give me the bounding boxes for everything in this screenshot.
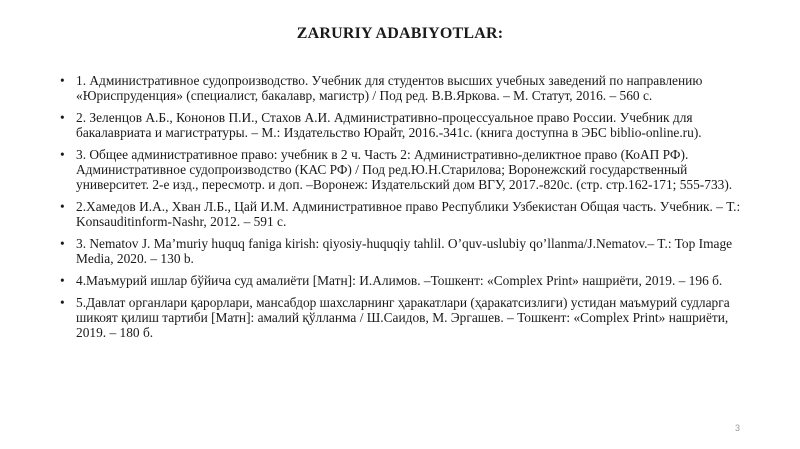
slide-title: ZARURIY ADABIYOTLAR: (296, 25, 504, 42)
reference-item (60, 147, 750, 192)
reference-text: 2.Хамедов И.А., Хван Л.Б., Цай И.М. Административное право Республики Узбекистан Общая часть. Учебник. – Т.: Konsauditinform-Nashr, 2012. – 591 с. (76, 199, 741, 229)
bullet-icon: • (60, 199, 65, 214)
reference-text: 3. Nematov J. Ma’muriy huquq faniga kirish: qiyosiy-huquqiy tahlil. O’quv-uslubiy qo’llanma/J.Nematov.– T.: Top Image Media, 2020. – 130 b. (76, 236, 733, 266)
reference-text: 5.Давлат органлари қарорлари, мансабдор шахсларнинг ҳаракатлари (ҳаракатсизлиги) устидан маъмурий судларга шикоят қилиш тартиби [Матн]: амалий қўлланма / Ш.Саидов, М. Эргашев. – Тошкент: «Complex Print» нашриёти, 2019. – 180 б. (76, 295, 730, 340)
bullet-icon: • (60, 110, 65, 125)
reference-text: 4.Маъмурий ишлар бўйича суд амалиёти [Матн]: И.Алимов. –Тошкент: «Complex Print» нашриёти, 2019. – 196 б. (76, 273, 723, 288)
reference-item (60, 236, 750, 266)
reference-item (60, 273, 750, 288)
reference-item (60, 295, 750, 340)
bullet-icon: • (60, 147, 65, 162)
reference-text: 1. Административное судопроизводство. Учебник для студентов высших учебных заведений по направлению «Юриспруденция» (специалист, бакалавр, магистр) / Под ред. В.В.Яркова. – М. Статут, 2016. – 560 с. (76, 73, 703, 103)
page-number: 3 (734, 423, 740, 433)
bullet-icon: • (60, 73, 65, 88)
bullet-icon: • (60, 295, 65, 310)
reference-text: 3. Общее административное право: учебник в 2 ч. Часть 2: Административно-деликтное право (КоАП РФ). Административное судопроизводство (КАС РФ) / Под ред.Ю.Н.Старилова; Воронежский государственный университет. 2-е изд., пересмотр. и доп. –Воронеж: Издательский дом ВГУ, 2017.-820с. (стр. стр.162-171; 555-733). (76, 147, 733, 192)
reference-item (60, 199, 750, 229)
reference-item (60, 73, 750, 103)
reference-list (60, 73, 750, 347)
bullet-icon: • (60, 273, 65, 288)
reference-item (60, 110, 750, 140)
reference-text: 2. Зеленцов А.Б., Кононов П.И., Стахов А.И. Административно-процессуальное право России. Учебник для бакалавриата и магистратуры. – М.: Издательство Юрайт, 2016.-341с. (книга доступна в ЭБС biblio-online.ru). (76, 110, 702, 140)
bullet-icon: • (60, 236, 65, 251)
